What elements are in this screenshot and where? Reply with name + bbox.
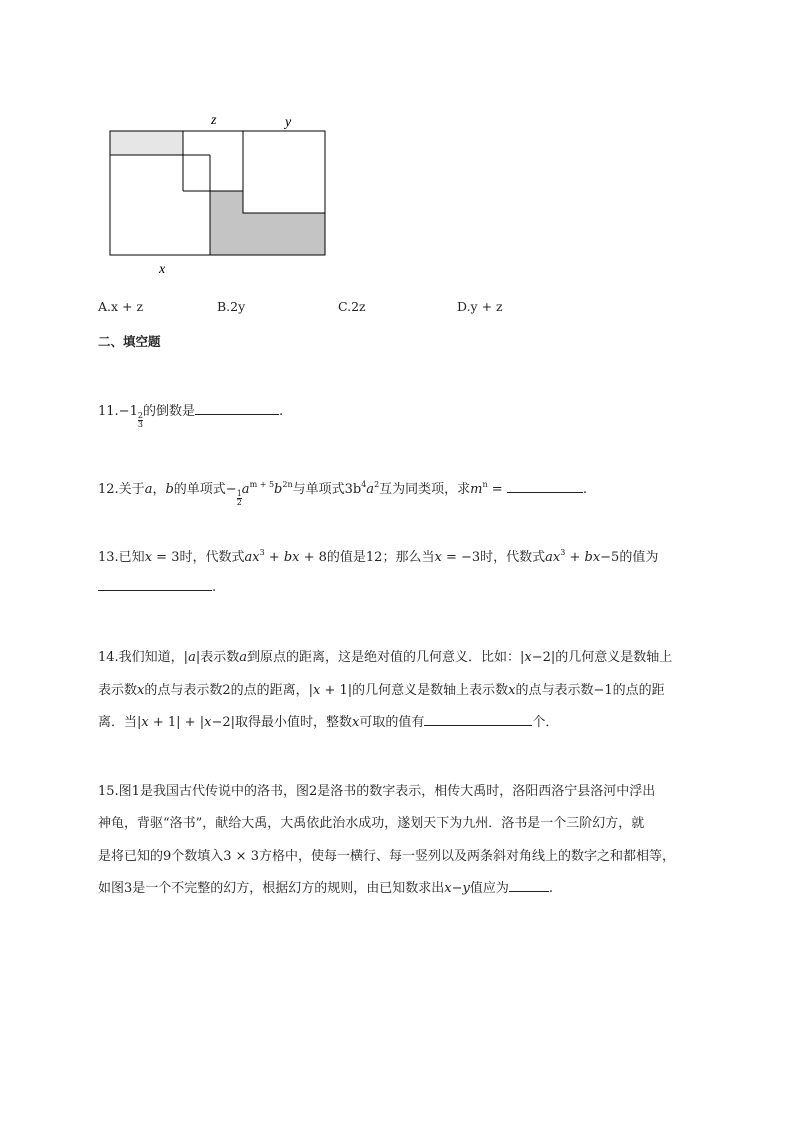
q12-var-b2: b	[274, 482, 283, 497]
question-15-line-4	[98, 877, 553, 896]
q14-text-13: 个．	[532, 715, 559, 730]
option-d[interactable]: D.y + z	[457, 299, 503, 314]
q15-minus: −	[451, 881, 463, 896]
q11-frac-num: 2	[137, 411, 143, 420]
q15-var-x: x	[444, 881, 452, 896]
q13-text-3: + 8的值是12；那么当	[299, 550, 435, 565]
q14-var-x: x	[524, 650, 532, 665]
q15-end: .	[548, 881, 554, 896]
q12-exp-1: m + 5	[249, 480, 275, 489]
q14-text-12: 可取的值有	[359, 715, 425, 730]
q13-text-2: = 3时，代数式	[152, 550, 245, 565]
q12-end: .	[582, 482, 587, 497]
q13-var-x2: x	[434, 550, 442, 565]
q12-var-a3: a	[366, 482, 375, 497]
rectangle-figure	[100, 108, 340, 278]
q11-answer-blank[interactable]	[195, 402, 279, 415]
q15-text-2: 值应为	[469, 881, 509, 896]
label-z: z	[211, 113, 217, 128]
option-a[interactable]: A.x + z	[98, 299, 144, 314]
q12-text-2: 的单项式−	[173, 482, 237, 497]
question-14-line-3	[98, 711, 558, 730]
q14-text-3: 到原点的距离，这是绝对值的几何意义．比如：|	[246, 650, 525, 665]
question-14-line-2	[98, 679, 665, 698]
q14-var-x5: x	[141, 715, 149, 730]
q13-var-ax: ax	[244, 550, 260, 565]
q12-var-a2: a	[241, 482, 250, 497]
q14-var-x2: x	[137, 683, 145, 698]
q14-var-x7: x	[351, 715, 360, 730]
q13-exp-3b: 3	[560, 548, 566, 557]
q14-text-11: −2|取得最小值时，整数	[211, 715, 352, 730]
question-14-line-1	[98, 646, 672, 665]
q14-text-9: 离．当|	[98, 715, 142, 730]
question-15-line-2: 神龟，背驱“洛书”，献给大禹，大禹依此治水成功，遂划天下为九州．洛书是一个三阶幻方，就	[98, 816, 645, 831]
q12-text-1: 12.关于	[98, 482, 145, 497]
q11-end: .	[278, 404, 284, 419]
q12-text-4: 互为同类项，求	[379, 482, 471, 497]
q14-text-10: + 1| + |	[148, 715, 205, 730]
q12-answer-blank[interactable]	[507, 480, 583, 493]
q12-exp-2: 2n	[282, 480, 293, 489]
q14-text-2: |表示数	[195, 650, 240, 665]
q12-sep: ，	[152, 482, 166, 497]
q11-text: 的倒数是	[142, 404, 195, 419]
q11-prefix: 11.−1	[98, 404, 138, 419]
q13-text-5: −5的值为	[600, 550, 659, 565]
q12-exp-4: 2	[374, 480, 380, 489]
q13-var-bx: bx	[283, 550, 300, 565]
q13-plus-2: +	[565, 550, 585, 565]
section-title: 二、填空题	[98, 334, 161, 349]
q13-text-4: = −3时，代数式	[441, 550, 546, 565]
q13-exp-3: 3	[259, 548, 265, 557]
q14-text-8: 的点与表示数−1的点的距	[515, 683, 665, 698]
q15-text-1: 如图3是一个不完整的幻方，根据幻方的规则，由已知数求出	[98, 881, 445, 896]
question-15-line-1: 15.图1是我国古代传说中的洛书，图2是洛书的数字表示，相传大禹时，洛阳西洛宁县洛河中浮出	[98, 784, 656, 799]
q12-frac-num: 1	[236, 489, 242, 498]
q14-text-6: 的点与表示数2的点的距离，|	[144, 683, 314, 698]
q13-plus-1: +	[264, 550, 284, 565]
q12-exp-5: n	[482, 480, 488, 489]
q14-text-4: −2|的几何意义是数轴上	[531, 650, 673, 665]
q14-text-1: 14.我们知道，|	[98, 650, 189, 665]
question-12	[98, 478, 587, 507]
question-13-line-1	[98, 546, 658, 565]
q13-var-x1: x	[144, 550, 153, 565]
q14-text-5: 表示数	[98, 683, 138, 698]
q14-var-a: a	[188, 650, 196, 665]
q12-var-m: m	[470, 482, 483, 497]
white-square-top	[243, 131, 325, 213]
q14-var-a2: a	[239, 650, 247, 665]
shaded-strip	[110, 131, 183, 155]
q12-equals: =	[487, 482, 507, 497]
q12-frac-den: 2	[236, 498, 242, 507]
q14-var-x4: x	[508, 683, 516, 698]
label-x: x	[159, 262, 166, 277]
q12-var-a: a	[144, 482, 153, 497]
option-b[interactable]: B.2y	[217, 299, 246, 314]
q14-var-x6: x	[204, 715, 212, 730]
option-c[interactable]: C.2z	[338, 299, 366, 314]
q13-end: .	[212, 580, 217, 595]
q13-var-ax2: ax	[545, 550, 561, 565]
q15-answer-blank[interactable]	[509, 879, 549, 892]
question-15-line-3: 是将已知的9个数填入3 × 3方格中，使每一横行、每一竖列以及两条斜对角线上的数字之和都相等，	[98, 849, 675, 864]
answer-options	[98, 299, 698, 317]
label-y: y	[285, 115, 292, 130]
q14-answer-blank[interactable]	[424, 713, 532, 726]
q13-var-bx2: bx	[584, 550, 601, 565]
q12-text-3: 与单项式3b	[292, 482, 362, 497]
question-13-line-2	[98, 578, 216, 595]
q12-exp-3: 4	[361, 480, 367, 489]
q14-text-7: + 1|的几何意义是数轴上表示数	[320, 683, 509, 698]
q13-text-1: 13.已知	[98, 550, 145, 565]
q14-var-x3: x	[313, 683, 321, 698]
q13-answer-blank[interactable]	[98, 578, 212, 591]
q15-var-y: y	[462, 881, 470, 896]
question-11	[98, 400, 283, 429]
q11-frac-den: 3	[137, 420, 143, 429]
q12-var-b: b	[165, 482, 174, 497]
